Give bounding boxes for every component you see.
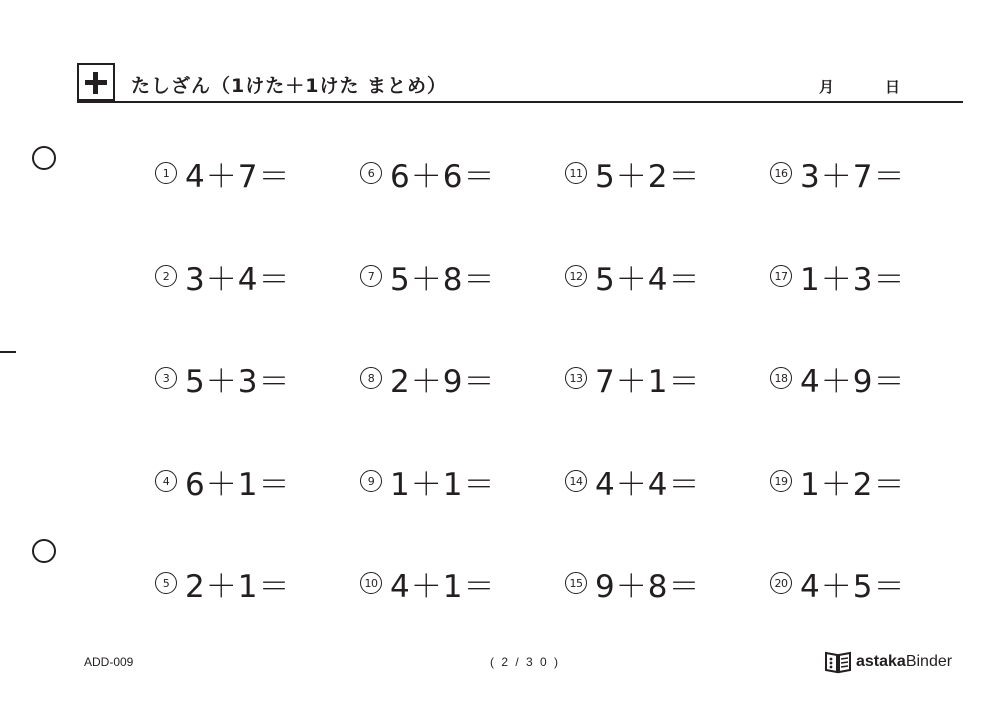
problem-item xyxy=(770,153,905,193)
problem-number: 7 xyxy=(360,265,382,287)
problem-item xyxy=(565,256,700,296)
problem-expression: 7＋1＝ xyxy=(595,363,701,400)
problem-item xyxy=(770,563,905,603)
problem-item xyxy=(770,461,905,501)
problem-item xyxy=(155,153,290,193)
center-fold-mark xyxy=(0,351,16,353)
brand-name-light: Binder xyxy=(905,653,953,670)
problem-expression: 5＋3＝ xyxy=(185,363,291,400)
problem-number: 10 xyxy=(360,572,382,594)
brand-name-bold: astaka xyxy=(856,653,906,670)
problem-item xyxy=(155,256,290,296)
problem-item xyxy=(360,563,495,603)
problem-number: 18 xyxy=(770,367,792,389)
problem-expression: 1＋1＝ xyxy=(390,466,496,503)
problem-number: 13 xyxy=(565,367,587,389)
problem-expression: 2＋9＝ xyxy=(390,363,496,400)
worksheet-code: ADD-009 xyxy=(84,655,134,669)
problem-expression: 2＋1＝ xyxy=(185,568,291,605)
problem-expression: 3＋4＝ xyxy=(185,261,291,298)
binder-hole-icon xyxy=(32,146,56,170)
problem-item xyxy=(565,153,700,193)
problem-item xyxy=(565,358,700,398)
worksheet-title: たしざん（1けた＋1けた まとめ） xyxy=(131,75,448,97)
problem-expression: 9＋8＝ xyxy=(595,568,701,605)
problem-expression: 4＋9＝ xyxy=(800,363,906,400)
problem-item xyxy=(565,461,700,501)
problem-item xyxy=(770,256,905,296)
problem-number: 20 xyxy=(770,572,792,594)
problem-number: 5 xyxy=(155,572,177,594)
problem-number: 19 xyxy=(770,470,792,492)
problem-item xyxy=(360,461,495,501)
problem-expression: 1＋2＝ xyxy=(800,466,906,503)
month-label: 月 xyxy=(819,78,835,96)
problem-number: 11 xyxy=(565,162,587,184)
problem-item xyxy=(155,563,290,603)
problem-item xyxy=(360,358,495,398)
problem-expression: 5＋8＝ xyxy=(390,261,496,298)
problem-number: 9 xyxy=(360,470,382,492)
page-indicator: ( 2 / 3 0 ) xyxy=(490,655,561,669)
problem-expression: 1＋3＝ xyxy=(800,261,906,298)
problem-number: 14 xyxy=(565,470,587,492)
problem-expression: 4＋5＝ xyxy=(800,568,906,605)
problem-item xyxy=(360,153,495,193)
problem-item xyxy=(565,563,700,603)
plus-icon xyxy=(77,63,115,101)
day-label: 日 xyxy=(885,78,901,96)
problem-number: 16 xyxy=(770,162,792,184)
problem-item xyxy=(155,358,290,398)
problem-number: 15 xyxy=(565,572,587,594)
binder-book-icon xyxy=(824,650,852,674)
problem-item xyxy=(770,358,905,398)
problem-number: 2 xyxy=(155,265,177,287)
problem-expression: 5＋4＝ xyxy=(595,261,701,298)
problem-expression: 3＋7＝ xyxy=(800,158,906,195)
problem-number: 6 xyxy=(360,162,382,184)
brand-logo xyxy=(824,649,952,675)
problem-expression: 4＋1＝ xyxy=(390,568,496,605)
problem-item xyxy=(360,256,495,296)
problem-number: 8 xyxy=(360,367,382,389)
problem-number: 12 xyxy=(565,265,587,287)
problem-expression: 6＋1＝ xyxy=(185,466,291,503)
problem-expression: 4＋4＝ xyxy=(595,466,701,503)
worksheet-header xyxy=(77,63,963,103)
binder-hole-icon xyxy=(32,539,56,563)
problem-expression: 4＋7＝ xyxy=(185,158,291,195)
problem-item xyxy=(155,461,290,501)
problem-expression: 6＋6＝ xyxy=(390,158,496,195)
problem-number: 1 xyxy=(155,162,177,184)
problem-expression: 5＋2＝ xyxy=(595,158,701,195)
problem-number: 4 xyxy=(155,470,177,492)
problem-number: 17 xyxy=(770,265,792,287)
header-rule xyxy=(77,101,963,103)
problem-number: 3 xyxy=(155,367,177,389)
